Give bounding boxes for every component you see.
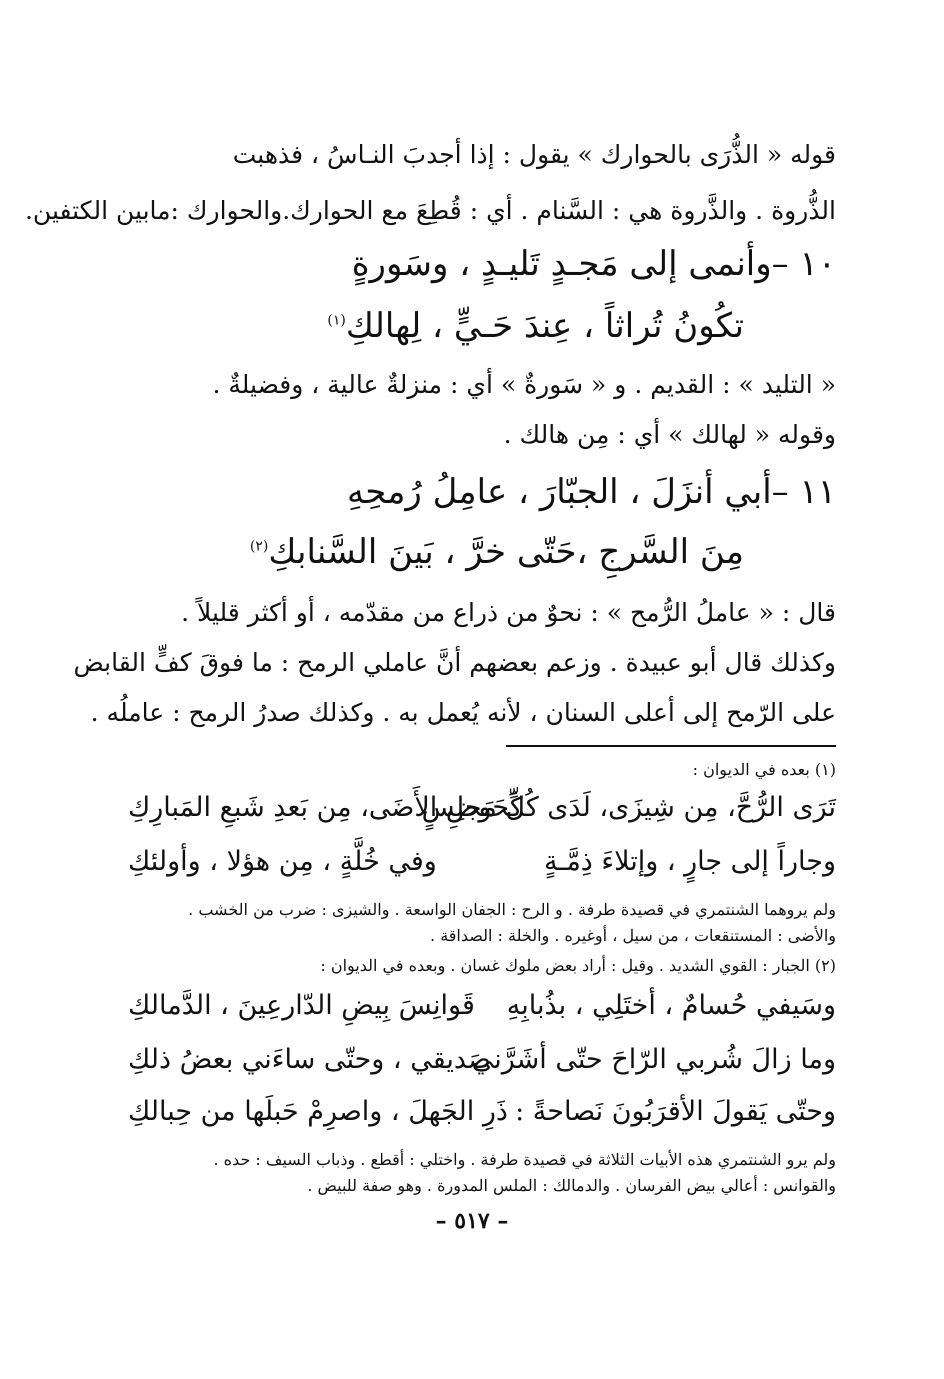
- footnote-marker: (٢): [249, 538, 269, 555]
- footnote-verse-right: وجاراً إلى جارٍ ، وإتلاءَ ذِمَّـةٍ: [543, 846, 836, 877]
- verse-text: تكُونُ تُراثاً ، عِندَ حَـيٍّ ، لِهالكِ: [345, 306, 744, 346]
- footnote-verse-right: تَرَى الرُّحَّ، مِن شِيزَى، لَدَى كُلِّ مَجلِسٍ: [421, 792, 836, 823]
- verse-10-second-hemistich: [128, 306, 744, 346]
- footnote-note: والأضى : المستنقعات ، من سيل ، أوغيره . والخلة : الصداقة .: [430, 926, 836, 945]
- verse-10-first-hemistich: ١٠ –وأنمى إلى مَجـدٍ تَليـدٍ ، وسَورةٍ: [351, 244, 836, 284]
- commentary-line: « التليد » : القديم . و « سَورةٌ » أي : منزلةٌ عالية ، وفضيلةٌ .: [212, 370, 836, 399]
- footnote-1-label: (١) بعده في الديوان :: [692, 760, 836, 779]
- footnote-verse-left: وفي خُلَّةٍ ، مِن هؤلا ، وأولئكِ: [128, 846, 437, 877]
- footnote-verse-left: صَديقي ، وحتّى ساءَني بعضُ ذلكِ: [128, 1044, 491, 1075]
- verse-11-second-hemistich: [128, 532, 744, 572]
- commentary-line: قال : « عاملُ الرُّمح » : نحوٌ من ذراع من مقدّمه ، أو أكثر قليلاً .: [181, 598, 836, 627]
- commentary-line: وكذلك قال أبو عبيدة . وزعم بعضهم أنَّ عاملي الرمح : ما فوقَ كفٍّ القابض: [73, 648, 836, 677]
- footnote-note: والقوانس : أعالي بيض الفرسان . والدمالك : الملس المدورة . وهو صفة للبيض .: [307, 1176, 836, 1195]
- footnote-verse-right: وما زالَ شُربي الرّاحَ حتّى أشَرَّني: [471, 1044, 836, 1075]
- footnote-divider: [506, 745, 836, 747]
- footnote-note: ولم يرو الشنتمري هذه الأبيات الثلاثة في قصيدة طرفة . واختلي : أقطع . وذباب السيف : حده .: [213, 1150, 836, 1169]
- footnote-2-label: (٢) الجبار : القوي الشديد . وقيل : أراد بعض ملوك غسان . وبعده في الديوان :: [320, 956, 836, 975]
- page-number: – ٥١٧ –: [435, 1208, 509, 1234]
- commentary-line: على الرّمح إلى أعلى السنان ، لأنه يُعمل به . وكذلك صدرُ الرمح : عاملُه .: [90, 698, 836, 727]
- footnote-note: ولم يروهما الشنتمري في قصيدة طرفة . و الرح : الجفان الواسعة . والشيزى : ضرب من الخشب .: [188, 900, 836, 919]
- verse-11-first-hemistich: ١١ –أبي أنزَلَ ، الجبّارَ ، عامِلُ رُمحِهِ: [347, 472, 836, 512]
- footnote-verse-left: كَحَوضِ الأَضَى، مِن بَعدِ شَبعِ المَبارِكِ: [128, 792, 523, 823]
- footnote-verse-left: قَوانِسَ بِيضِ الدّارعِينَ ، الدَّمالكِ: [128, 990, 475, 1021]
- footnote-verse-right: وسَيفي حُسامٌ ، أختَلِي ، بذُبابِهِ: [506, 990, 836, 1021]
- commentary-line: الذُّروة . والذَّروة هي : السَّنام . أي : قُطِعَ مع الحوارك.والحوارك :مابين الكتفين.: [24, 196, 836, 225]
- footnote-verse-right: وحتّى يَقولَ الأقرَبُونَ نَصاحةً :: [515, 1096, 836, 1127]
- commentary-line: وقوله « لهالك » أي : مِن هالك .: [503, 420, 836, 449]
- footnote-verse-left: ذَرِ الجَهلَ ، واصرِمْ حَبلَها من حِبالكِ: [128, 1096, 508, 1127]
- commentary-line: قوله « الذُّرَى بالحوارك » يقول : إذا أجدبَ النـاسُ ، فذهبت: [232, 140, 836, 169]
- verse-text: مِنَ السَّرجِ ،حَتّى خرَّ ، بَينَ السَّنابكِ: [268, 532, 744, 572]
- footnote-marker: (١): [327, 312, 346, 329]
